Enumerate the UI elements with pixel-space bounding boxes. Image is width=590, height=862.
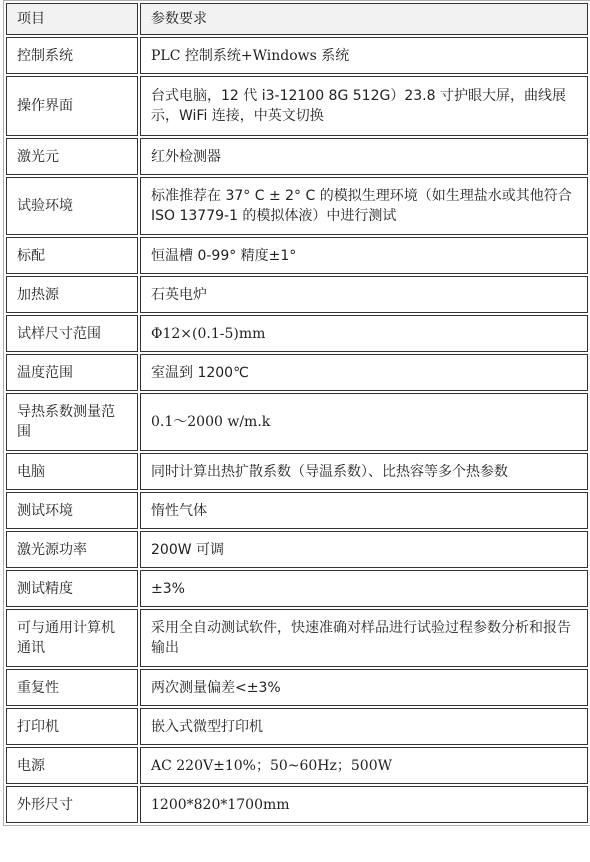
table-row [6,315,588,352]
row-item: 激光元 [6,138,138,175]
table-row [6,531,588,568]
row-value: AC 220V±10%；50~60Hz；500W [140,747,588,784]
table-row [6,747,588,784]
row-item: 可与通用计算机通讯 [6,609,138,667]
table-row [6,393,588,451]
row-value: 嵌入式微型打印机 [140,708,588,745]
row-value: 红外检测器 [140,138,588,175]
table-header-row [6,3,588,35]
table-row [6,138,588,175]
row-item: 电源 [6,747,138,784]
row-item: 电脑 [6,453,138,490]
table-row [6,786,588,823]
row-value: 两次测量偏差<±3% [140,669,588,706]
table-row [6,669,588,706]
row-value: 惰性气体 [140,492,588,529]
row-value: ±3% [140,570,588,607]
row-value: 200W 可调 [140,531,588,568]
row-value: 石英电炉 [140,276,588,313]
table-row [6,37,588,74]
row-item: 操作界面 [6,76,138,136]
row-item: 控制系统 [6,37,138,74]
row-value: 恒温槽 0-99° 精度±1° [140,237,588,274]
row-item: 激光源功率 [6,531,138,568]
table-row [6,177,588,235]
row-item: 导热系数测量范围 [6,393,138,451]
row-item: 加热源 [6,276,138,313]
spec-table-container [3,0,587,826]
row-item: 温度范围 [6,354,138,391]
table-row [6,276,588,313]
row-value: 标准推荐在 37° C ± 2° C 的模拟生理环境（如生理盐水或其他符合 ISO 13779-1 的模拟体液）中进行测试 [140,177,588,235]
row-value: Φ12×(0.1-5)mm [140,315,588,352]
table-row [6,453,588,490]
table-row [6,570,588,607]
row-item: 试验环境 [6,177,138,235]
row-value: 采用全自动测试软件，快速准确对样品进行试验过程参数分析和报告输出 [140,609,588,667]
table-row [6,354,588,391]
row-item: 测试精度 [6,570,138,607]
table-row [6,237,588,274]
row-item: 测试环境 [6,492,138,529]
row-item: 打印机 [6,708,138,745]
row-item: 标配 [6,237,138,274]
row-item: 外形尺寸 [6,786,138,823]
row-value: 0.1～2000 w/m.k [140,393,588,451]
table-row [6,609,588,667]
row-value: 室温到 1200℃ [140,354,588,391]
spec-table [3,0,590,826]
row-item: 重复性 [6,669,138,706]
table-row [6,76,588,136]
header-value: 参数要求 [140,3,588,35]
table-row [6,492,588,529]
row-value: 1200*820*1700mm [140,786,588,823]
row-item: 试样尺寸范围 [6,315,138,352]
row-value: PLC 控制系统+Windows 系统 [140,37,588,74]
table-row [6,708,588,745]
row-value: 台式电脑，12 代 i3-12100 8G 512G）23.8 寸护眼大屏，曲线展示，WiFi 连接，中英文切换 [140,76,588,136]
row-value: 同时计算出热扩散系数（导温系数）、比热容等多个热参数 [140,453,588,490]
header-item: 项目 [6,3,138,35]
